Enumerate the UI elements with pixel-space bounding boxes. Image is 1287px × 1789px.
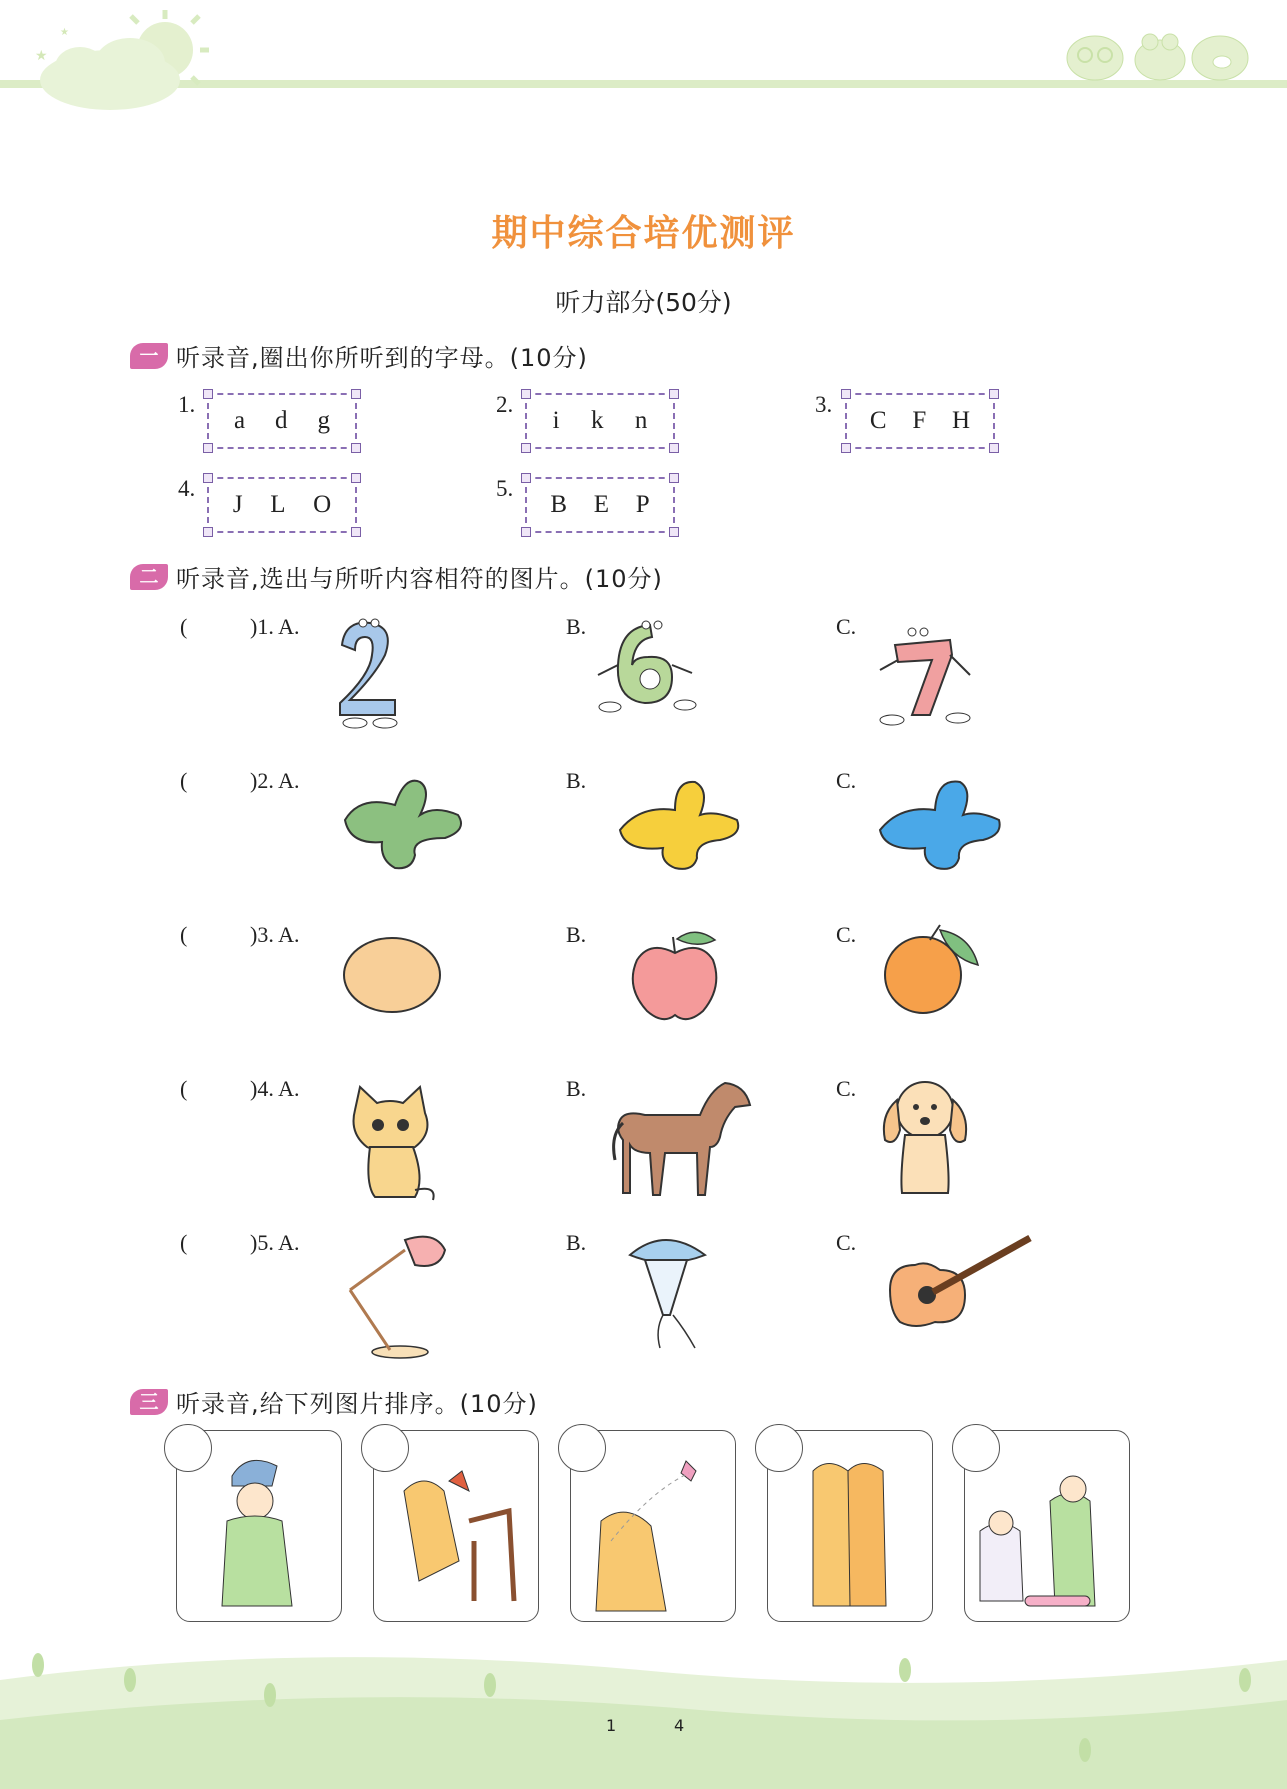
section-badge: 二: [130, 564, 168, 590]
box-corner: [669, 443, 679, 453]
letter-option[interactable]: C: [869, 407, 887, 434]
question-label: )1. A.: [250, 614, 300, 639]
answer-paren-open[interactable]: (: [180, 614, 188, 639]
question-label: )5. A.: [250, 1230, 300, 1255]
letter-option[interactable]: a: [233, 407, 246, 434]
letter-option[interactable]: E: [593, 491, 610, 518]
box-corner: [351, 527, 361, 537]
section-heading: [130, 338, 588, 373]
box-corner: [203, 389, 213, 399]
page-title: 期中综合培优测评: [491, 212, 796, 254]
number-6-icon[interactable]: [590, 615, 700, 715]
number-7-icon[interactable]: [870, 620, 980, 730]
page-subtitle: 听力部分(50分): [555, 288, 732, 317]
box-corner: [203, 443, 213, 453]
answer-paren-open[interactable]: (: [180, 768, 188, 793]
letter-option[interactable]: i: [552, 407, 560, 434]
box-corner: [669, 389, 679, 399]
option-b-label: B.: [566, 768, 587, 793]
letter-option[interactable]: d: [275, 407, 288, 434]
box-corner: [989, 443, 999, 453]
svg-text:★: ★: [35, 48, 48, 64]
box-corner: [351, 443, 361, 453]
cat-icon[interactable]: [345, 1085, 440, 1205]
sun-cloud-icon: [20, 5, 210, 115]
option-b-label: B.: [566, 614, 587, 639]
section-heading: [130, 559, 663, 594]
apple-icon[interactable]: [625, 925, 725, 1025]
question-label: )4. A.: [250, 1076, 300, 1101]
number-2-icon[interactable]: [330, 615, 410, 730]
box-corner: [989, 389, 999, 399]
page-number: 1: [606, 1716, 617, 1735]
letter-box[interactable]: [845, 393, 995, 449]
letter-option[interactable]: k: [590, 407, 604, 434]
section-heading: [130, 1384, 538, 1419]
letter-option[interactable]: O: [313, 491, 332, 518]
guitar-icon[interactable]: [885, 1230, 1040, 1335]
dog-icon[interactable]: [880, 1075, 970, 1200]
option-c-label: C.: [836, 1076, 857, 1101]
landscape-footer: [0, 1640, 1287, 1789]
box-corner: [521, 443, 531, 453]
order-circle[interactable]: [952, 1424, 1000, 1472]
section-badge: 三: [130, 1389, 168, 1415]
option-c-label: C.: [836, 768, 857, 793]
option-b-label: B.: [566, 922, 587, 947]
horse-icon[interactable]: [605, 1075, 755, 1200]
letter-box[interactable]: [525, 393, 675, 449]
letter-option[interactable]: P: [635, 491, 650, 518]
animal-faces-icon: [1060, 20, 1260, 85]
option-b-label: B.: [566, 1076, 587, 1101]
question-label: )3. A.: [250, 922, 300, 947]
kite-icon[interactable]: [615, 1230, 720, 1350]
order-circle[interactable]: [755, 1424, 803, 1472]
question-number: 5.: [496, 476, 514, 501]
green-shape-icon[interactable]: [340, 770, 470, 875]
letter-option[interactable]: F: [912, 407, 927, 434]
answer-paren-open[interactable]: (: [180, 1076, 188, 1101]
box-corner: [351, 473, 361, 483]
page-number: 4: [674, 1716, 685, 1735]
box-corner: [669, 473, 679, 483]
orange-icon[interactable]: [880, 920, 985, 1020]
letter-box[interactable]: [207, 393, 357, 449]
letter-option[interactable]: L: [270, 491, 286, 518]
order-circle[interactable]: [361, 1424, 409, 1472]
letter-option[interactable]: H: [952, 407, 971, 434]
blue-shape-icon[interactable]: [875, 770, 1005, 875]
letter-box[interactable]: [207, 477, 357, 533]
box-corner: [351, 389, 361, 399]
section-badge: 一: [130, 343, 168, 369]
order-circle[interactable]: [558, 1424, 606, 1472]
question-label: )2. A.: [250, 768, 300, 793]
svg-text:★: ★: [60, 27, 69, 38]
option-c-label: C.: [836, 614, 857, 639]
question-number: 1.: [178, 392, 196, 417]
question-number: 4.: [178, 476, 196, 501]
box-corner: [669, 527, 679, 537]
option-b-label: B.: [566, 1230, 587, 1255]
section-instruction: 听录音,选出与所听内容相符的图片。(10分): [176, 565, 663, 593]
egg-icon[interactable]: [340, 935, 445, 1015]
question-number: 3.: [815, 392, 833, 417]
letter-option[interactable]: B: [550, 491, 568, 518]
box-corner: [521, 389, 531, 399]
box-corner: [841, 443, 851, 453]
letter-option[interactable]: g: [317, 407, 330, 434]
box-corner: [521, 527, 531, 537]
option-c-label: C.: [836, 922, 857, 947]
box-corner: [203, 473, 213, 483]
letter-option[interactable]: n: [634, 407, 648, 434]
answer-paren-open[interactable]: (: [180, 922, 188, 947]
order-circle[interactable]: [164, 1424, 212, 1472]
answer-paren-open[interactable]: (: [180, 1230, 188, 1255]
option-c-label: C.: [836, 1230, 857, 1255]
letter-option[interactable]: J: [232, 491, 243, 518]
letter-box[interactable]: [525, 477, 675, 533]
section-instruction: 听录音,给下列图片排序。(10分): [176, 1390, 538, 1418]
box-corner: [203, 527, 213, 537]
section-instruction: 听录音,圈出你所听到的字母。(10分): [176, 344, 588, 372]
question-number: 2.: [496, 392, 514, 417]
yellow-shape-icon[interactable]: [615, 770, 745, 875]
box-corner: [841, 389, 851, 399]
lamp-icon[interactable]: [340, 1230, 450, 1360]
box-corner: [521, 473, 531, 483]
